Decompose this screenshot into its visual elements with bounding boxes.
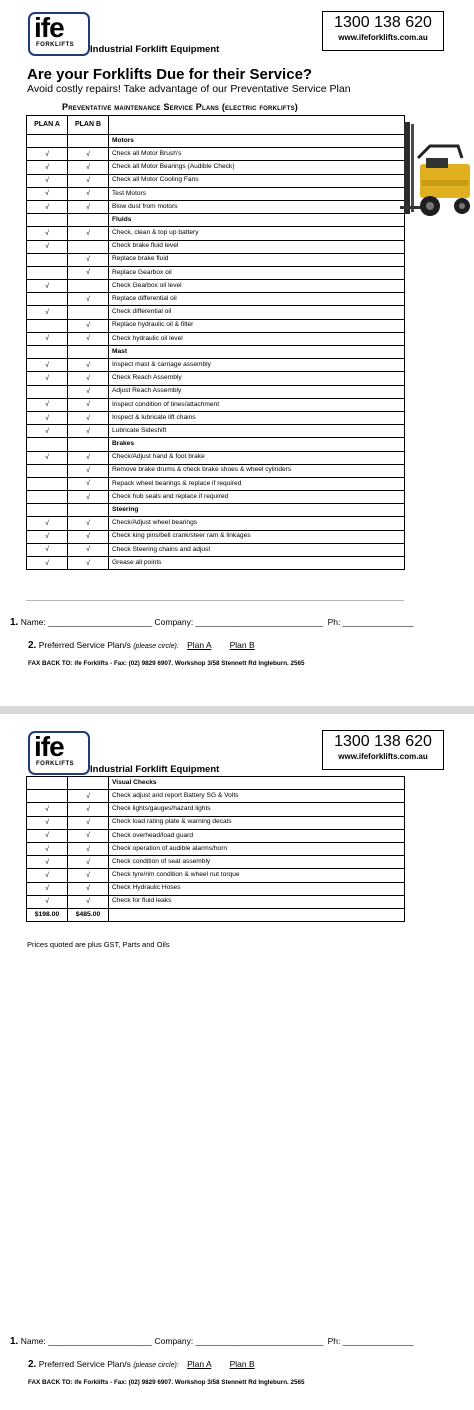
please-circle-note: (please circle): [133,643,179,650]
plan-b-check: √ [68,398,109,411]
ife-logo [28,12,90,56]
task-description: Replace hydraulic oil & filter [109,319,405,332]
company-name: Industrial Forklift Equipment [90,764,220,775]
plan-b-check: √ [68,856,109,869]
section-title: Motors [109,135,405,148]
plan-b-check: √ [68,842,109,855]
headline: Are your Forklifts Due for their Service? [27,66,313,83]
plan-a-check: √ [27,148,68,161]
task-description: Inspect mast & carriage assembly [109,359,405,372]
phone-number: 1300 138 620 [334,733,432,750]
table-row [27,174,405,187]
step-number-2: 2. [28,640,37,651]
plan-a-check [27,135,68,148]
task-description: Blow dust from motors [109,200,405,213]
plan-a-check [27,214,68,227]
table-row [27,148,405,161]
task-description: Check/Adjust wheel bearings [109,517,405,530]
logo-subtext: FORKLIFTS [36,761,75,767]
plan-a-check: √ [27,398,68,411]
plan-a-check: √ [27,543,68,556]
plan-a-check: √ [27,451,68,464]
task-description: Check lights/gauges/hazard lights [109,803,405,816]
plan-a-check [27,253,68,266]
table-row [27,200,405,213]
section-title: Brakes [109,438,405,451]
plan-a-check: √ [27,200,68,213]
section-header-row [27,438,405,451]
task-description: Check king pins/bell crank/steer ram & linkages [109,530,405,543]
task-description: Replace Gearbox oil [109,266,405,279]
section-title: Mast [109,346,405,359]
plan-a-check: √ [27,856,68,869]
table-row [27,816,405,829]
plan-a-option[interactable]: Plan A [187,1359,212,1369]
plan-a-check [27,438,68,451]
plan-b-check: √ [68,319,109,332]
plan-b-check: √ [68,293,109,306]
plan-b-check: √ [68,829,109,842]
task-description: Check all Motor Brush's [109,148,405,161]
forklift-image [400,118,474,220]
table-row [27,411,405,424]
section-header-row [27,777,405,790]
plan-a-check: √ [27,174,68,187]
task-description: Check Steering chains and adjust [109,543,405,556]
plan-b-check: √ [68,790,109,803]
plan-b-check: √ [68,477,109,490]
task-description: Check Hydraulic Hoses [109,882,405,895]
task-description: Check/Adjust hand & foot brake [109,451,405,464]
logo-wordmark: ife [34,731,64,762]
plan-b-check: √ [68,464,109,477]
table-row [27,385,405,398]
logo-subtext: FORKLIFTS [36,42,75,48]
plan-a-check: √ [27,803,68,816]
company-field[interactable]: Company: ___________________________ [154,1336,324,1346]
plan-a-check: √ [27,882,68,895]
table-row [27,530,405,543]
logo-wordmark: ife [34,12,64,43]
fax-back-line: FAX BACK TO: ife Forklifts - Fax: (02) 9829 6907. Workshop 3/58 Stennett Rd Ingleburn. 2565 [28,660,305,667]
task-description: Check operation of audible alarms/horn [109,842,405,855]
plan-a-check: √ [27,842,68,855]
plan-b-option[interactable]: Plan B [229,1359,255,1369]
plan-b-header: PLAN B [68,116,109,135]
plan-b-check: √ [68,385,109,398]
plan-a-check: √ [27,411,68,424]
plan-b-check [68,280,109,293]
plan-b-check [68,240,109,253]
plan-b-check: √ [68,332,109,345]
visual-checks-table [26,776,405,922]
task-description: Check tyre/rim condition & wheel nut torque [109,869,405,882]
price-row-blank [109,908,405,921]
preferred-plan-label: Preferred Service Plan/s [38,640,131,650]
table-row [27,306,405,319]
plan-b-check: √ [68,869,109,882]
plan-a-check: √ [27,829,68,842]
section-header-row [27,214,405,227]
plan-b-check [68,214,109,227]
company-name: Industrial Forklift Equipment [90,44,220,55]
plan-a-check: √ [27,227,68,240]
step-number-1: 1. [10,617,19,628]
plan-preference-line [28,640,255,651]
table-row [27,803,405,816]
plan-b-check: √ [68,530,109,543]
table-row [27,253,405,266]
table-row [27,491,405,504]
prices-note: Prices quoted are plus GST, Parts and Oils [27,940,170,949]
plan-b-check [68,504,109,517]
table-header-row [27,116,405,135]
plan-b-check: √ [68,557,109,570]
contact-form-line [10,617,414,628]
plan-b-check: √ [68,491,109,504]
plan-a-option[interactable]: Plan A [187,640,212,650]
plan-b-check [68,135,109,148]
table-row [27,842,405,855]
plan-b-check: √ [68,227,109,240]
table-row [27,829,405,842]
plan-b-check: √ [68,148,109,161]
table-row [27,543,405,556]
plan-b-check: √ [68,174,109,187]
task-description: Check all Motor Cooling Fans [109,174,405,187]
phone-field[interactable]: Ph: _______________ [327,617,414,627]
task-description: Check all Motor Bearings (Audible Check) [109,161,405,174]
step-number-2: 2. [28,1359,37,1370]
plan-b-check: √ [68,411,109,424]
table-row [27,293,405,306]
table-row [27,227,405,240]
table-row [27,790,405,803]
service-plan-table [26,115,405,570]
plan-b-check: √ [68,543,109,556]
please-circle-note: (please circle): [133,1362,179,1369]
plan-b-check [68,438,109,451]
plan-a-check: √ [27,161,68,174]
plan-a-check: √ [27,332,68,345]
plan-a-check: √ [27,517,68,530]
task-description: Check, clean & top up battery [109,227,405,240]
plan-b-check: √ [68,253,109,266]
plan-a-check: √ [27,425,68,438]
fax-back-line: FAX BACK TO: ife Forklifts - Fax: (02) 9829 6907. Workshop 3/58 Stennett Rd Ingleburn. 2565 [28,1379,305,1386]
company-field[interactable]: Company: ___________________________ [154,617,324,627]
plan-b-check: √ [68,372,109,385]
task-description: Adjust Reach Assembly [109,385,405,398]
table-row [27,240,405,253]
preferred-plan-label: Preferred Service Plan/s [38,1359,131,1369]
subheadline: Avoid costly repairs! Take advantage of our Preventative Service Plan [27,83,351,95]
table-row [27,869,405,882]
contact-box [322,11,444,51]
plan-b-check: √ [68,816,109,829]
task-description: Check differential oil [109,306,405,319]
plan-a-price: $198.00 [27,908,68,921]
contact-form-line [10,1336,414,1347]
table-row [27,882,405,895]
plan-a-check [27,346,68,359]
divider [26,600,404,601]
phone-number: 1300 138 620 [334,14,432,31]
section-header-row [27,346,405,359]
plan-a-check: √ [27,280,68,293]
plan-b-check: √ [68,517,109,530]
table-row [27,280,405,293]
plan-preference-line [28,1359,255,1370]
plan-b-option[interactable]: Plan B [229,640,255,650]
table-title: Preventative maintenance Service Plans (electric forklifts) [62,102,298,112]
task-description: Inspect condition of tines/attachment [109,398,405,411]
table-row [27,372,405,385]
table-row [27,425,405,438]
plan-a-check [27,477,68,490]
task-description: Check load rating plate & warning decals [109,816,405,829]
table-row [27,856,405,869]
page-separator [0,706,474,714]
plan-b-check: √ [68,161,109,174]
task-description: Remove brake drums & check brake shoes & wheel cylinders [109,464,405,477]
website-url: www.ifeforklifts.com.au [338,752,428,761]
plan-a-check: √ [27,530,68,543]
table-row [27,187,405,200]
plan-a-check [27,491,68,504]
plan-b-check: √ [68,803,109,816]
task-description: Check brake fluid level [109,240,405,253]
table-row [27,557,405,570]
plan-b-check [68,346,109,359]
plan-a-check: √ [27,895,68,908]
plan-a-check: √ [27,372,68,385]
task-description: Check adjust and report Battery SG & Volts [109,790,405,803]
table-row [27,398,405,411]
plan-b-check [68,306,109,319]
table-row [27,161,405,174]
plan-a-check [27,385,68,398]
plan-a-check [27,777,68,790]
section-title: Steering [109,504,405,517]
plan-a-check: √ [27,187,68,200]
step-number-1: 1. [10,1336,19,1347]
task-description: Test Motors [109,187,405,200]
section-header-row [27,504,405,517]
table-row [27,895,405,908]
plan-b-check: √ [68,359,109,372]
section-title: Fluids [109,214,405,227]
plan-b-check: √ [68,187,109,200]
plan-b-price: $485.00 [68,908,109,921]
table-row [27,319,405,332]
price-row [27,908,405,921]
task-description: Check condition of seat assembly [109,856,405,869]
plan-a-check: √ [27,240,68,253]
task-header [109,116,405,135]
table-row [27,266,405,279]
form-page-2 [0,714,474,1410]
table-row [27,517,405,530]
plan-b-check: √ [68,266,109,279]
table-row [27,464,405,477]
plan-a-check [27,790,68,803]
plan-a-check [27,319,68,332]
ife-logo [28,731,90,775]
plan-a-check [27,266,68,279]
task-description: Lubricate Sideshift [109,425,405,438]
task-description: Check for fluid leaks [109,895,405,908]
plan-a-check: √ [27,869,68,882]
contact-box [322,730,444,770]
table-row [27,477,405,490]
task-description: Grease all points [109,557,405,570]
plan-b-check: √ [68,882,109,895]
task-description: Repack wheel bearings & replace if required [109,477,405,490]
plan-a-check: √ [27,816,68,829]
table-row [27,359,405,372]
task-description: Check hub seals and replace if required [109,491,405,504]
website-url: www.ifeforklifts.com.au [338,33,428,42]
plan-a-check [27,504,68,517]
table-row [27,451,405,464]
plan-b-check: √ [68,425,109,438]
plan-a-header: PLAN A [27,116,68,135]
name-field[interactable]: Name: ______________________ [20,617,153,627]
plan-b-check [68,777,109,790]
section-header-row [27,135,405,148]
plan-a-check: √ [27,359,68,372]
table-row [27,332,405,345]
plan-b-check: √ [68,200,109,213]
task-description: Replace differential oil [109,293,405,306]
phone-field[interactable]: Ph: _______________ [327,1336,414,1346]
plan-a-check: √ [27,306,68,319]
plan-a-check [27,464,68,477]
task-description: Check Gearbox oil level [109,280,405,293]
task-description: Check hydraulic oil level [109,332,405,345]
plan-a-check [27,293,68,306]
plan-b-check: √ [68,895,109,908]
task-description: Replace brake fluid [109,253,405,266]
task-description: Inspect & lubricate lift chains [109,411,405,424]
section-title: Visual Checks [109,777,405,790]
plan-b-check: √ [68,451,109,464]
task-description: Check Reach Assembly [109,372,405,385]
task-description: Check overhead/load guard [109,829,405,842]
name-field[interactable]: Name: ______________________ [20,1336,153,1346]
plan-a-check: √ [27,557,68,570]
